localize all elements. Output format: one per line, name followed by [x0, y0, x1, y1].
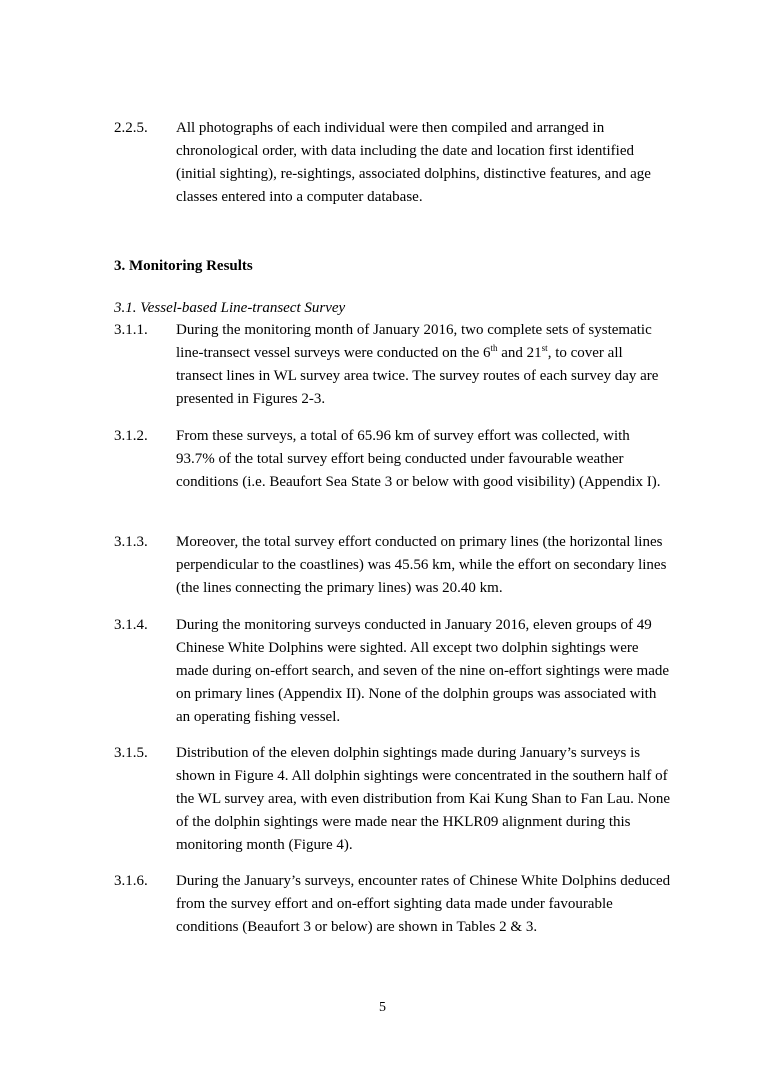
paragraph-text: From these surveys, a total of 65.96 km of survey effort was collected, with 93.7% of the total survey effort being conducted under favourable weather conditions (i.e. Beaufort Sea State 3 or below with good visibility) (Appendix I).: [176, 428, 661, 490]
paragraph-text-part: , to cover all transect lines in WL survey area twice. The survey routes of each survey day are presented in Figures 2-3.: [176, 345, 659, 407]
paragraph-text: During the January’s surveys, encounter rates of Chinese White Dolphins deduced from the survey effort and on-effort sighting data made under favourable conditions (Beaufort 3 or below) are shown in Tables 2 & 3.: [176, 873, 671, 935]
paragraph-number: 3.1.3.: [114, 534, 148, 550]
ordinal-suffix: st: [541, 343, 548, 353]
subsection-heading-vessel-survey: 3.1. Vessel-based Line-transect Survey: [114, 300, 346, 316]
paragraph-number: 3.1.5.: [114, 745, 148, 761]
paragraph-text: Moreover, the total survey effort conducted on primary lines (the horizontal lines perpendicular to the coastlines) was 45.56 km, while the effort on secondary lines (the lines connecting the primary lines) was 20.40 km.: [176, 534, 667, 596]
paragraph-text-part: During the monitoring month of January 2016, two complete sets of systematic line-transect vessel surveys were conducted on the 6: [176, 322, 652, 361]
paragraph-text: During the monitoring surveys conducted in January 2016, eleven groups of 49 Chinese White Dolphins were sighted. All except two dolphin sightings were made during on-effort search, and seven of the nine on-effort sightings were made on primary lines (Appendix II). None of the dolphin groups was associated with an operating fishing vessel.: [176, 617, 670, 725]
paragraph-number: 3.1.6.: [114, 873, 148, 889]
section-heading-monitoring-results: 3. Monitoring Results: [114, 258, 253, 274]
page-number: 5: [379, 1000, 386, 1015]
paragraph-text: Distribution of the eleven dolphin sightings made during January’s surveys is shown in Figure 4. All dolphin sightings were concentrated in the southern half of the WL survey area, with even distribution from Kai Kung Shan to Fan Lau. None of the dolphin sightings were made near the HKLR09 alignment during this monitoring month (Figure 4).: [176, 745, 671, 853]
paragraph-text-part: and 21: [497, 345, 542, 361]
paragraph-text: All photographs of each individual were then compiled and arranged in chronological order, with data including the date and location first identified (initial sighting), re-sightings, associated dolphins, distinctive features, and age classes entered into a computer database.: [176, 120, 651, 205]
paragraph-number: 3.1.4.: [114, 617, 148, 633]
paragraph-number: 2.2.5.: [114, 120, 148, 136]
paragraph-number: 3.1.2.: [114, 428, 148, 444]
paragraph-text: [176, 319, 672, 411]
ordinal-suffix: th: [490, 343, 498, 353]
paragraph-number: 3.1.1.: [114, 322, 148, 338]
